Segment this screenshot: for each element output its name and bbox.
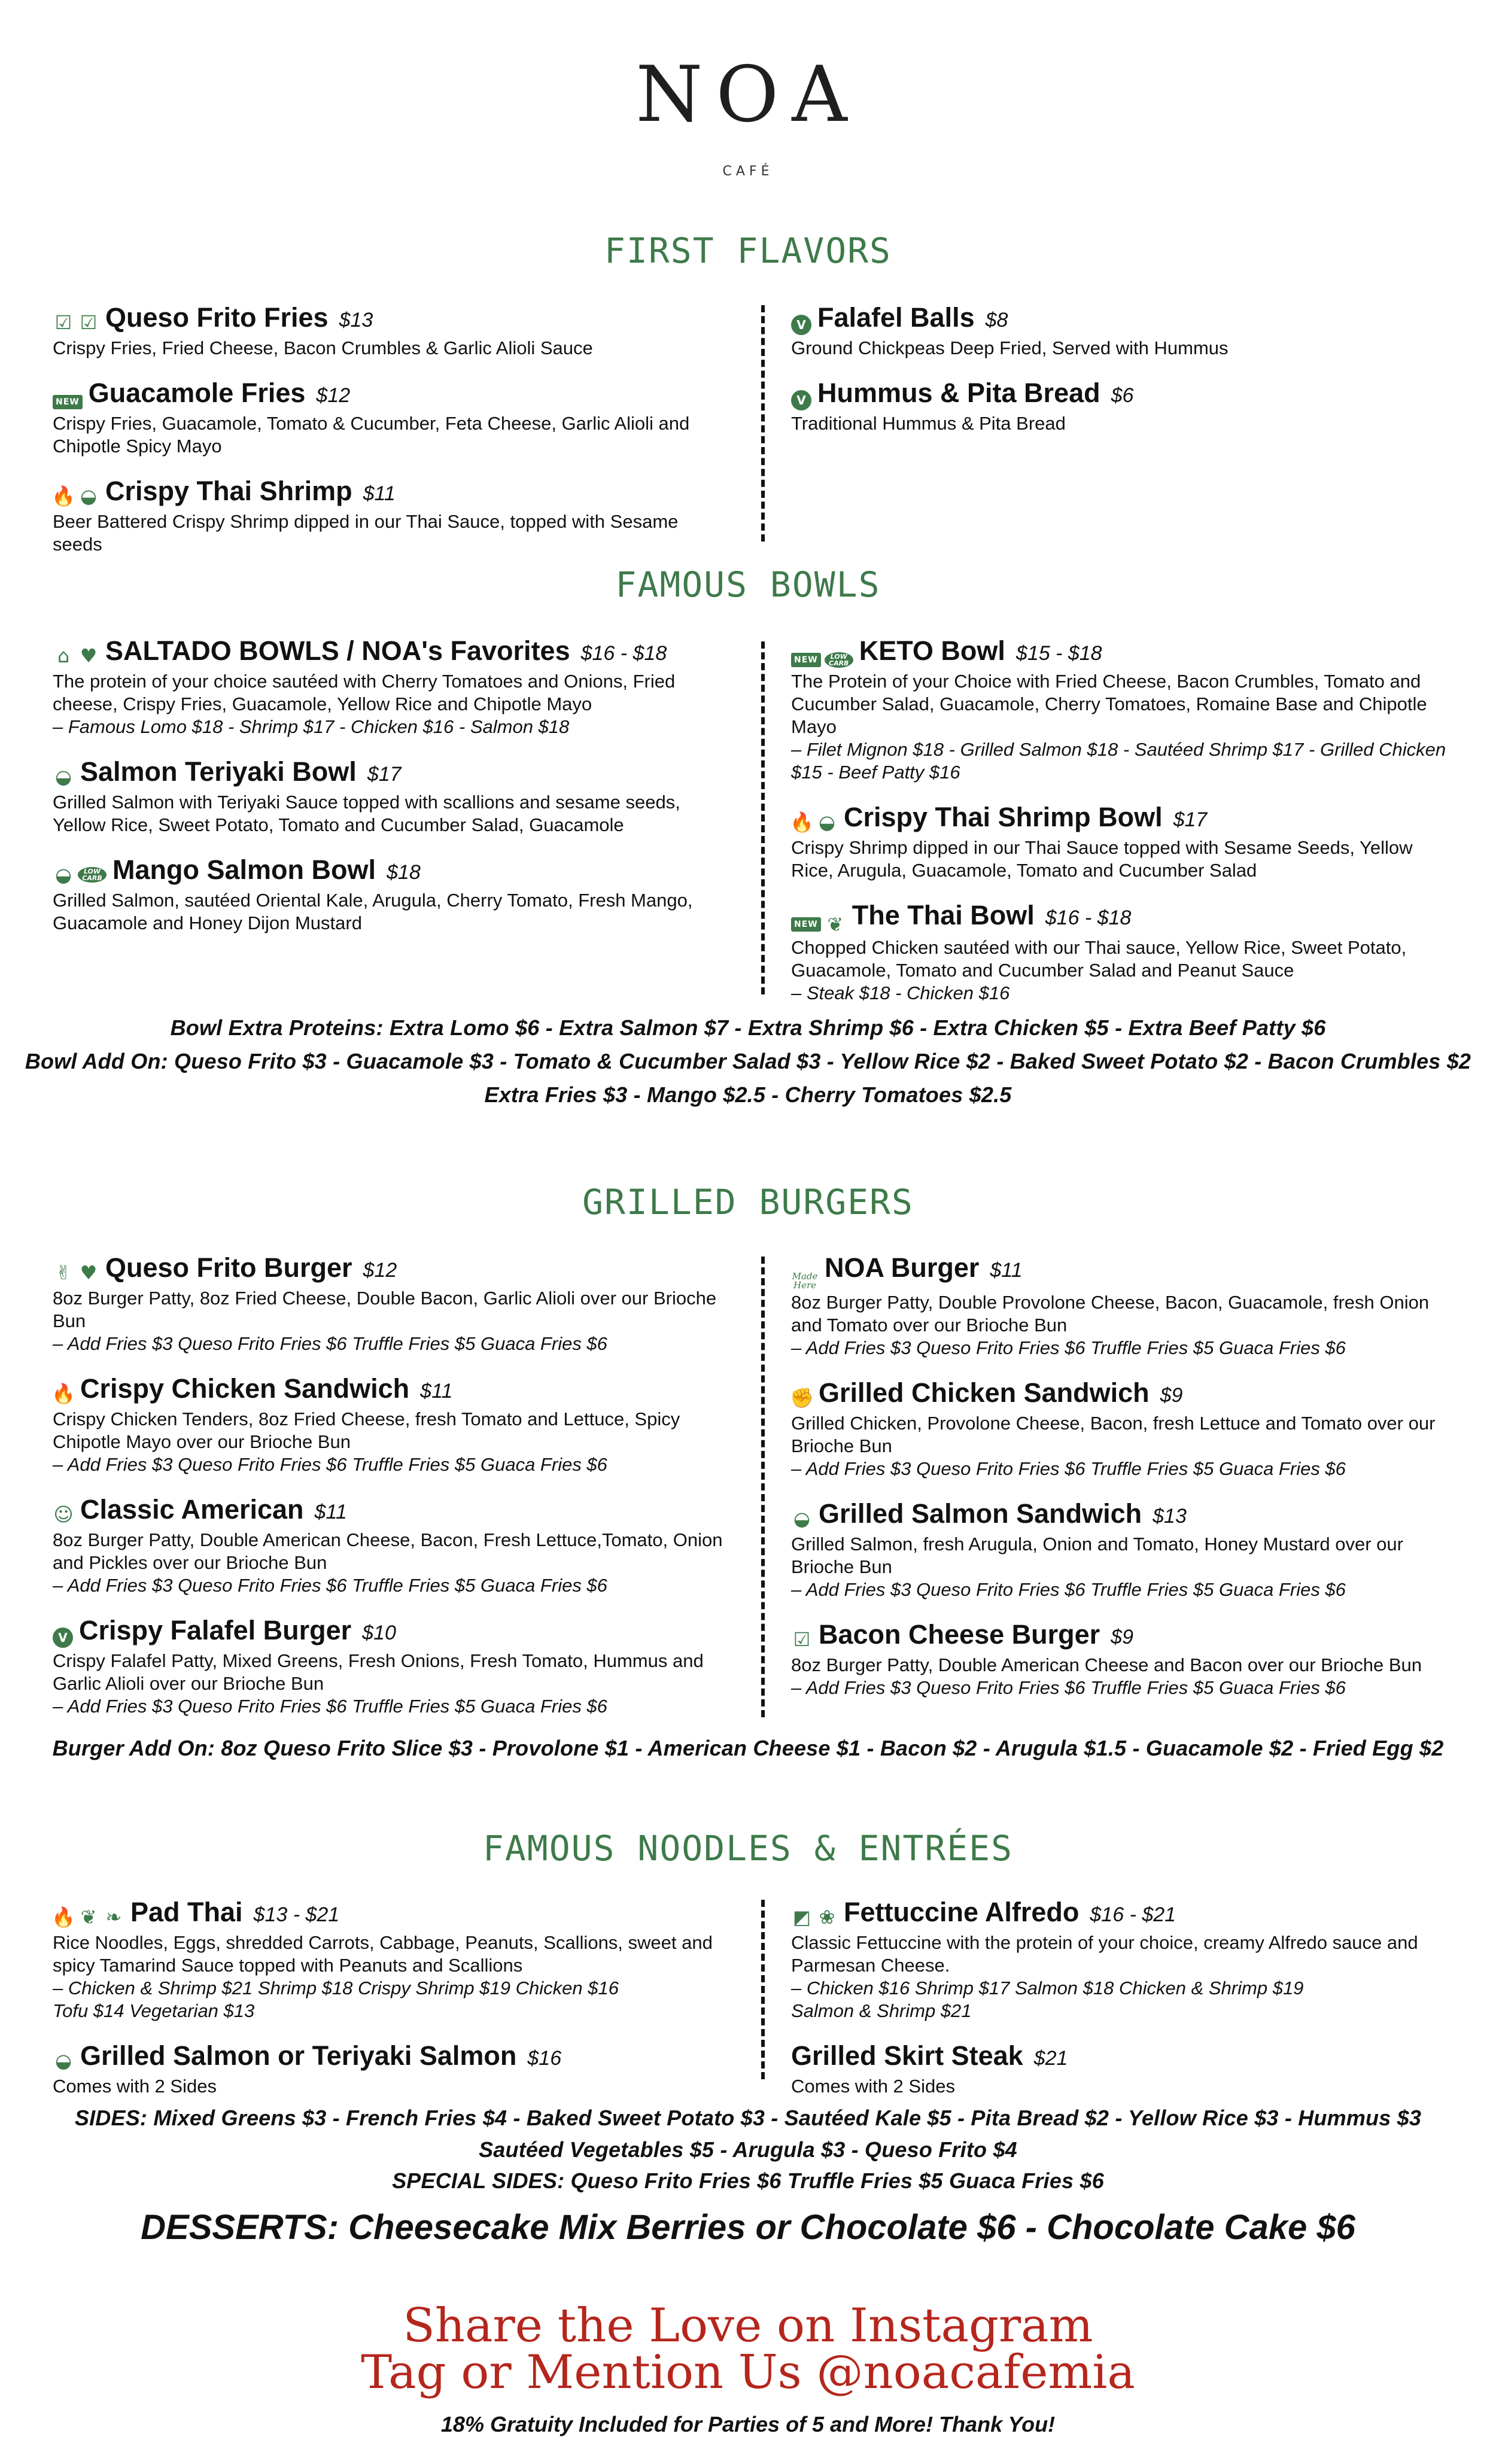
menu-item — [53, 302, 729, 360]
menu-item-name: Grilled Salmon or Teriyaki Salmon — [80, 2040, 517, 2071]
flame-icon: 🔥 — [790, 811, 814, 833]
menu-item — [791, 1619, 1455, 1699]
menu-item-price: $13 - $21 — [253, 1903, 340, 1926]
menu-item — [791, 900, 1455, 1005]
menu-item-price: $18 — [387, 861, 421, 884]
menu-item-name: The Thai Bowl — [852, 900, 1035, 930]
menu-item-name: Classic American — [80, 1494, 304, 1525]
menu-item-options: – Add Fries $3 Queso Frito Fries $6 Truffle Fries $5 Guaca Fries $6 — [791, 1458, 1346, 1479]
menu-item-price: $17 — [1173, 808, 1208, 831]
bowl-icon: ◒ — [55, 2049, 72, 2072]
menu-item-name: Pad Thai — [130, 1897, 243, 1927]
menu-item-description: Comes with 2 Sides — [791, 2076, 955, 2097]
menu-item — [791, 1377, 1455, 1480]
sides-line-continued: Sautéed Vegetables $5 - Arugula $3 - Queso Frito $4 — [479, 2137, 1017, 2162]
menu-item-description: Crispy Chicken Tenders, 8oz Fried Cheese, fresh Tomato and Lettuce, Spicy Chipotle Mayo over our Brioche Bun — [53, 1409, 680, 1452]
menu-item-name: Mango Salmon Bowl — [112, 854, 376, 885]
heart-icon: ♥ — [80, 644, 98, 667]
menu-item-description: Beer Battered Crispy Shrimp dipped in our Thai Sauce, topped with Sesame seeds — [53, 511, 679, 555]
bowl-extra-proteins: Bowl Extra Proteins: Extra Lomo $6 - Extra Salmon $7 - Extra Shrimp $6 - Extra Chicken $5 - Extra Beef Patty $6 — [170, 1015, 1326, 1040]
menu-item-price: $6 — [1111, 384, 1134, 407]
menu-item-description: Chopped Chicken sautéed with our Thai sauce, Yellow Rice, Sweet Potato, Guacamole, Tomato and Cucumber Salad and Peanut Sauce — [791, 937, 1407, 981]
menu-item-name: Crispy Chicken Sandwich — [80, 1373, 410, 1404]
dietary-icons — [53, 2050, 74, 2071]
flame-icon: 🔥 — [51, 1382, 75, 1405]
menu-item-price: $16 - $21 — [1090, 1903, 1176, 1926]
menu-item-description: Crispy Fries, Guacamole, Tomato & Cucumber, Feta Cheese, Garlic Alioli and Chipotle Spicy Mayo — [53, 413, 690, 457]
menu-item-options: – Add Fries $3 Queso Frito Fries $6 Truffle Fries $5 Guaca Fries $6 — [53, 1333, 607, 1354]
menu-item-name: Crispy Thai Shrimp — [105, 476, 352, 506]
menu-item — [53, 756, 729, 836]
menu-item-options: – Famous Lomo $18 - Shrimp $17 - Chicken $16 - Salmon $18 — [53, 716, 570, 737]
burger-add-on: Burger Add On: 8oz Queso Frito Slice $3 - Provolone $1 - American Cheese $1 - Bacon $2 - Arugula $1.5 - Guacamole $2 - Fried Egg $2 — [52, 1736, 1444, 1760]
dietary-icons — [53, 1628, 73, 1648]
menu-item-name: Queso Frito Fries — [105, 302, 329, 333]
menu-item — [53, 1615, 729, 1718]
dietary-icons — [53, 1383, 74, 1404]
menu-item-price: $12 — [316, 384, 351, 407]
section-title-first-flavors: FIRST FLAVORS — [604, 230, 892, 271]
dietary-icons — [791, 1906, 838, 1928]
menu-item — [791, 378, 1455, 435]
menu-item-price: $8 — [985, 309, 1008, 331]
desserts-line: DESSERTS: Cheesecake Mix Berries or Chocolate $6 - Chocolate Cake $6 — [141, 2208, 1355, 2247]
menu-item-name: Grilled Salmon Sandwich — [819, 1498, 1142, 1529]
new-badge-icon: NEW — [791, 917, 821, 932]
menu-item-description: Rice Noodles, Eggs, shredded Carrots, Cabbage, Peanuts, Scallions, sweet and spicy Tamarind Sauce topped with Peanuts and Scallions — [53, 1932, 713, 1976]
vegetarian-icon: V — [791, 390, 811, 410]
menu-item — [53, 1373, 729, 1476]
famous-bowls-left-column — [53, 635, 729, 953]
first-flavors-right-column — [791, 302, 1455, 453]
peanut-icon: ❦ — [80, 1906, 97, 1928]
menu-item — [53, 378, 729, 458]
grilled-burgers-left-column — [53, 1252, 729, 1736]
menu-item-options: – Add Fries $3 Queso Frito Fries $6 Truffle Fries $5 Guaca Fries $6 — [791, 1579, 1346, 1600]
menu-item-description: Classic Fettuccine with the protein of your choice, creamy Alfredo sauce and Parmesan Cheese. — [791, 1932, 1418, 1976]
menu-item — [791, 802, 1455, 882]
menu-item-header — [53, 1615, 729, 1646]
bowl-add-on-continued: Extra Fries $3 - Mango $2.5 - Cherry Tomatoes $2.5 — [484, 1082, 1012, 1107]
menu-item-description: Comes with 2 Sides — [53, 2076, 217, 2097]
menu-item-description: The protein of your choice sautéed with Cherry Tomatoes and Onions, Fried cheese, Crispy Fries, Guacamole, Yellow Rice and Chipotle Mayo — [53, 671, 676, 714]
menu-item-description: Crispy Fries, Fried Cheese, Bacon Crumbles & Garlic Alioli Sauce — [53, 337, 593, 358]
menu-item-description: 8oz Burger Patty, 8oz Fried Cheese, Double Bacon, Garlic Alioli over our Brioche Bun — [53, 1288, 717, 1331]
menu-item-name: Salmon Teriyaki Bowl — [80, 756, 357, 787]
home-icon: ⌂ — [57, 644, 70, 667]
menu-item-price: $13 — [339, 309, 373, 331]
menu-item-price: $11 — [420, 1380, 453, 1403]
menu-item-header — [791, 900, 1455, 936]
menu-item-description: Crispy Falafel Patty, Mixed Greens, Fresh Onions, Fresh Tomato, Hummus and Garlic Alioli over our Brioche Bun — [53, 1650, 704, 1694]
menu-item-header — [53, 854, 729, 886]
section-title-famous-bowls: FAMOUS BOWLS — [615, 564, 881, 605]
menu-item-price: $12 — [363, 1259, 397, 1282]
menu-item-price: $16 — [527, 2047, 562, 2070]
dietary-icons — [53, 864, 107, 886]
menu-item-name: NOA Burger — [825, 1252, 980, 1283]
menu-item — [53, 476, 729, 556]
special-sides: SPECIAL SIDES: Queso Frito Fries $6 Truffle Fries $5 Guaca Fries $6 — [392, 2168, 1104, 2193]
bowl-icon: ◒ — [55, 863, 72, 886]
dietary-icons — [53, 1504, 74, 1525]
gratuity-note: 18% Gratuity Included for Parties of 5 and More! Thank You! — [440, 2412, 1056, 2436]
dietary-icons — [791, 1629, 813, 1650]
bowl-icon: ◒ — [55, 765, 72, 788]
thumbs-up-icon: ✌ — [55, 1261, 72, 1284]
menu-item-description: 8oz Burger Patty, Double Provolone Cheese, Bacon, Guacamole, fresh Onion and Tomato over our Brioche Bun — [791, 1292, 1430, 1336]
dietary-icons — [53, 766, 74, 787]
menu-item-name: Fettuccine Alfredo — [844, 1897, 1080, 1927]
menu-item-price: $11 — [314, 1501, 347, 1523]
smiley-icon: ☺ — [53, 1503, 74, 1526]
menu-item-header — [53, 378, 729, 409]
menu-item-header — [53, 1373, 729, 1404]
menu-item-header — [791, 802, 1455, 833]
menu-item-price: $16 - $18 — [1045, 906, 1132, 929]
menu-item — [791, 635, 1455, 784]
menu-item-description: Traditional Hummus & Pita Bread — [791, 413, 1066, 434]
menu-item-name: Guacamole Fries — [88, 378, 306, 408]
menu-item-description: Ground Chickpeas Deep Fried, Served with Hummus — [791, 337, 1229, 358]
menu-item-price: $9 — [1160, 1384, 1183, 1407]
menu-item-options: – Add Fries $3 Queso Frito Fries $6 Truffle Fries $5 Guaca Fries $6 — [791, 1337, 1346, 1358]
check-box-icon: ☑ — [793, 1628, 811, 1651]
low-carb-icon: LOW CARB — [78, 867, 107, 883]
menu-item-options: – Add Fries $3 Queso Frito Fries $6 Truffle Fries $5 Guaca Fries $6 — [53, 1696, 607, 1717]
heart-icon: ♥ — [80, 1261, 98, 1284]
menu-item-price: $15 - $18 — [1015, 642, 1102, 665]
dietary-icons — [791, 1508, 813, 1529]
menu-item-header — [791, 302, 1455, 333]
menu-item — [53, 1494, 729, 1597]
menu-item-name: Grilled Skirt Steak — [791, 2040, 1023, 2071]
menu-item-name: Crispy Falafel Burger — [79, 1615, 352, 1645]
bowl-icon: ◒ — [80, 485, 97, 507]
menu-item-header — [53, 1252, 729, 1283]
dietary-icons — [791, 914, 846, 935]
column-divider — [761, 1257, 765, 1717]
menu-item-name: Queso Frito Burger — [105, 1252, 352, 1283]
wheat-icon: ❀ — [819, 1906, 835, 1928]
menu-item-price: $9 — [1111, 1626, 1133, 1648]
menu-item-price: $11 — [363, 482, 396, 505]
menu-item-name: Bacon Cheese Burger — [819, 1619, 1100, 1650]
menu-item-header — [53, 2040, 729, 2071]
menu-item-header — [791, 1619, 1455, 1650]
menu-item — [791, 2040, 1455, 2098]
menu-item-description: The Protein of your Choice with Fried Cheese, Bacon Crumbles, Tomato and Cucumber Salad, Guacamole, Cherry Tomatoes, Romaine Base and Chipotle Mayo — [791, 671, 1427, 737]
menu-item-header — [53, 1897, 729, 1928]
section-title-noodles-entrees: FAMOUS NOODLES & ENTRÉES — [482, 1828, 1014, 1869]
menu-item-header — [53, 635, 729, 667]
menu-item-options: – Chicken & Shrimp $21 Shrimp $18 Crispy Shrimp $19 Chicken $16 — [53, 1978, 619, 1998]
menu-item-header — [791, 378, 1455, 409]
menu-item-price: $11 — [990, 1259, 1023, 1282]
menu-item — [791, 302, 1455, 360]
menu-item — [791, 1252, 1455, 1359]
menu-item-header — [791, 1252, 1455, 1291]
menu-item-header — [791, 2040, 1455, 2071]
made-here-icon: Made Here — [792, 1271, 818, 1291]
menu-item-header — [791, 1897, 1455, 1928]
column-divider — [761, 641, 765, 994]
menu-item-description: Grilled Salmon with Teriyaki Sauce topped with scallions and sesame seeds, Yellow Rice, Sweet Potato, Tomato and Cucumber Salad, Guacamole — [53, 792, 680, 835]
dietary-icons — [791, 811, 838, 833]
menu-item-options: Salmon & Shrimp $21 — [791, 2000, 972, 2021]
noodles-right-column — [791, 1897, 1455, 2116]
menu-item-options: Tofu $14 Vegetarian $13 — [53, 2000, 255, 2021]
dietary-icons — [791, 652, 853, 668]
logo-subtitle: CAFÉ — [722, 164, 774, 179]
bowl-icon: ◒ — [819, 811, 835, 833]
menu-item-name: Hummus & Pita Bread — [817, 378, 1100, 408]
menu-item-description: 8oz Burger Patty, Double American Cheese and Bacon over our Brioche Bun — [791, 1654, 1422, 1675]
bowl-icon: ◒ — [793, 1507, 810, 1530]
column-divider — [761, 1900, 765, 2079]
menu-item-name: KETO Bowl — [859, 635, 1005, 666]
section-title-grilled-burgers: GRILLED BURGERS — [582, 1182, 914, 1222]
menu-item-price: $10 — [362, 1622, 396, 1644]
peanut-icon: ❦ — [827, 913, 844, 936]
menu-item-price: $16 - $18 — [580, 642, 667, 665]
column-divider — [761, 305, 765, 542]
menu-item-description: Grilled Salmon, sautéed Oriental Kale, Arugula, Cherry Tomato, Fresh Mango, Guacamole and Honey Dijon Mustard — [53, 890, 693, 933]
dietary-icons — [791, 1387, 813, 1409]
new-badge-icon: NEW — [791, 653, 821, 667]
instagram-line-1: Share the Love on Instagram — [403, 2299, 1093, 2353]
menu-item-header — [53, 756, 729, 787]
logo: NOA — [636, 50, 860, 139]
menu-item-price: $21 — [1033, 2047, 1068, 2070]
menu-item-options: – Filet Mignon $18 - Grilled Salmon $18 - Sautéed Shrimp $17 - Grilled Chicken $15 - Beef Patty $16 — [791, 739, 1446, 783]
leaf-icon: ❧ — [105, 1906, 122, 1928]
menu-item-price: $17 — [367, 763, 402, 786]
noodles-left-column — [53, 1897, 729, 2116]
menu-item-name: SALTADO BOWLS / NOA's Favorites — [105, 635, 570, 666]
dietary-icons — [791, 315, 811, 335]
first-flavors-left-column — [53, 302, 729, 574]
dietary-icons — [53, 485, 99, 507]
vegetarian-icon: V — [53, 1628, 73, 1648]
menu-item — [53, 2040, 729, 2098]
menu-item — [53, 854, 729, 935]
menu-item-price: $13 — [1153, 1505, 1187, 1528]
menu-item-header — [791, 635, 1455, 667]
muscle-icon: ✊ — [790, 1386, 814, 1409]
menu-item — [791, 1498, 1455, 1601]
menu-item-header — [791, 1377, 1455, 1409]
menu-item-description: Crispy Shrimp dipped in our Thai Sauce topped with Sesame Seeds, Yellow Rice, Arugula, Guacamole, Tomato and Cucumber Salad — [791, 837, 1413, 881]
check-box-icon: ☑ — [54, 311, 72, 334]
menu-item — [791, 1897, 1455, 2022]
new-badge-icon: NEW — [53, 395, 83, 409]
menu-item-description: Grilled Salmon, fresh Arugula, Onion and Tomato, Honey Mustard over our Brioche Bun — [791, 1534, 1403, 1577]
menu-item-header — [53, 302, 729, 333]
menu-item — [53, 1252, 729, 1355]
menu-item-options: – Add Fries $3 Queso Frito Fries $6 Truffle Fries $5 Guaca Fries $6 — [53, 1454, 607, 1475]
menu-item — [53, 1897, 729, 2022]
flame-icon: 🔥 — [51, 485, 75, 507]
menu-item-name: Crispy Thai Shrimp Bowl — [844, 802, 1163, 832]
instagram-line-2: Tag or Mention Us @noacafemia — [361, 2346, 1135, 2399]
dietary-icons — [53, 1906, 124, 1928]
menu-item-options: – Add Fries $3 Queso Frito Fries $6 Truffle Fries $5 Guaca Fries $6 — [791, 1677, 1346, 1698]
menu-item-description: Grilled Chicken, Provolone Cheese, Bacon, fresh Lettuce and Tomato over our Brioche Bun — [791, 1413, 1436, 1456]
dietary-icons — [53, 395, 83, 409]
low-carb-icon: LOW CARB — [825, 652, 853, 668]
menu-item-description: 8oz Burger Patty, Double American Cheese, Bacon, Fresh Lettuce,Tomato, Onion and Pickles over our Brioche Bun — [53, 1529, 723, 1573]
dietary-icons — [53, 645, 99, 667]
dietary-icons — [791, 390, 811, 410]
dietary-icons — [53, 312, 99, 333]
famous-bowls-right-column — [791, 635, 1455, 1023]
check-box-icon: ☑ — [80, 311, 98, 334]
menu-item-options: – Steak $18 - Chicken $16 — [791, 982, 1010, 1003]
sides-line: SIDES: Mixed Greens $3 - French Fries $4 - Baked Sweet Potato $3 - Sautéed Kale $5 - Pita Bread $2 - Yellow Rice $3 - Hummus $3 — [74, 2106, 1422, 2130]
menu-item-name: Grilled Chicken Sandwich — [819, 1377, 1150, 1408]
menu-item — [53, 635, 729, 738]
menu-item-header — [791, 1498, 1455, 1529]
menu-item-name: Falafel Balls — [817, 302, 975, 333]
menu-item-header — [53, 1494, 729, 1525]
cheese-icon: ◩ — [792, 1906, 811, 1928]
bowl-add-on: Bowl Add On: Queso Frito $3 - Guacamole $3 - Tomato & Cucumber Salad $3 - Yellow Rice $2 - Baked Sweet Potato $2 - Bacon Crumbles $2 — [25, 1049, 1471, 1073]
dietary-icons — [53, 1262, 99, 1283]
vegetarian-icon: V — [791, 315, 811, 335]
dietary-icons — [791, 1272, 819, 1290]
menu-item-options: – Add Fries $3 Queso Frito Fries $6 Truffle Fries $5 Guaca Fries $6 — [53, 1575, 607, 1596]
grilled-burgers-right-column — [791, 1252, 1455, 1717]
menu-item-header — [53, 476, 729, 507]
menu-item-options: – Chicken $16 Shrimp $17 Salmon $18 Chicken & Shrimp $19 — [791, 1978, 1304, 1998]
flame-icon: 🔥 — [51, 1906, 75, 1928]
